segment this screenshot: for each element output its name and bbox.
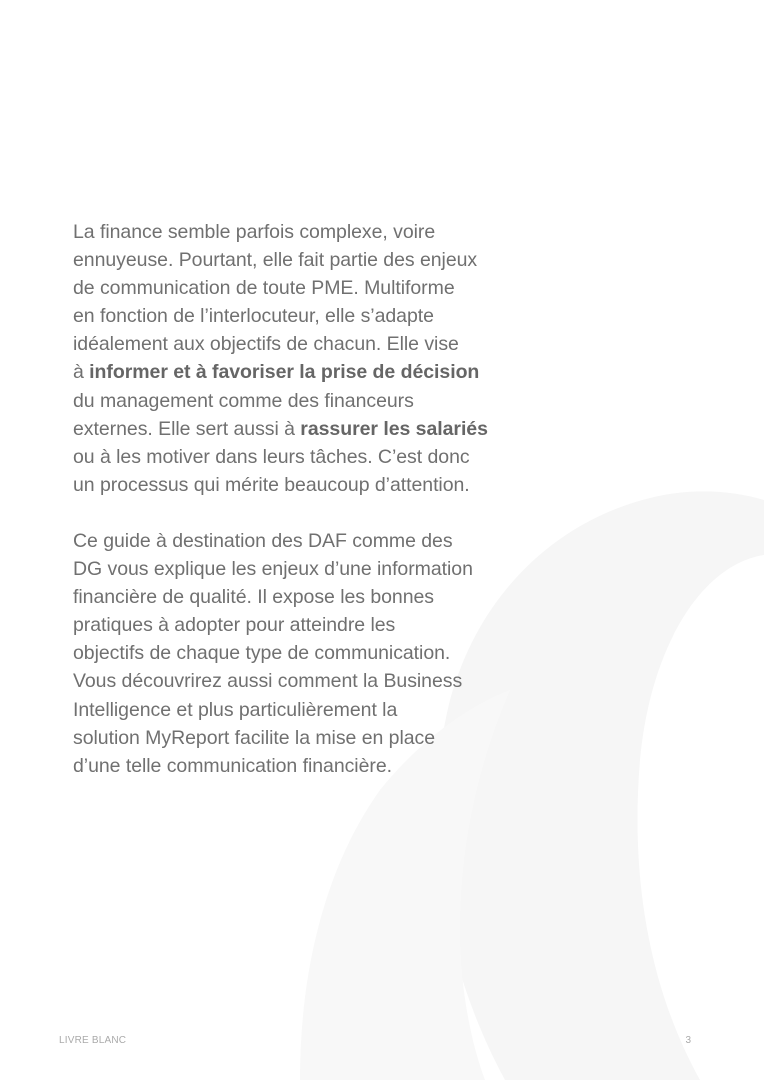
body-text — [73, 218, 553, 780]
text-fragment: externes. Elle sert aussi à — [73, 417, 301, 440]
text-line: pratiques à adopter pour atteindre les — [73, 614, 396, 637]
emphasis-text: rassurer les salariés — [300, 417, 488, 440]
text-line: idéalement aux objectifs de chacun. Elle vise — [73, 333, 459, 356]
text-line: Ce guide à destination des DAF comme des — [73, 529, 453, 552]
text-line: d’une telle communication financière. — [73, 754, 392, 777]
emphasis-text: informer et à favoriser la prise de décision — [89, 361, 480, 384]
text-line: ou à les motiver dans leurs tâches. C’est donc — [73, 445, 470, 468]
text-line: DG vous explique les enjeux d’une information — [73, 558, 473, 581]
text-line: du management comme des financeurs — [73, 389, 414, 412]
text-line: un processus qui mérite beaucoup d’attention. — [73, 473, 470, 496]
text-line — [73, 415, 553, 443]
text-line: Intelligence et plus particulièrement la — [73, 698, 398, 721]
text-fragment: à — [73, 361, 90, 384]
intro-paragraph — [73, 218, 553, 499]
guide-paragraph — [73, 527, 553, 780]
page-number: 3 — [685, 1035, 691, 1046]
text-line: en fonction de l’interlocuteur, elle s’adapte — [73, 305, 434, 328]
text-line: La finance semble parfois complexe, voire — [73, 221, 436, 243]
text-line: ennuyeuse. Pourtant, elle fait partie des enjeux — [73, 249, 478, 272]
text-line: objectifs de chaque type de communication. — [73, 642, 451, 665]
text-line: Vous découvrirez aussi comment la Business — [73, 670, 463, 693]
text-line: de communication de toute PME. Multiforme — [73, 277, 455, 300]
footer-document-label: LIVRE BLANC — [59, 1035, 127, 1046]
text-line: financière de qualité. Il expose les bonnes — [73, 586, 435, 609]
text-line: solution MyReport facilite la mise en place — [73, 726, 436, 749]
text-line — [73, 358, 553, 386]
